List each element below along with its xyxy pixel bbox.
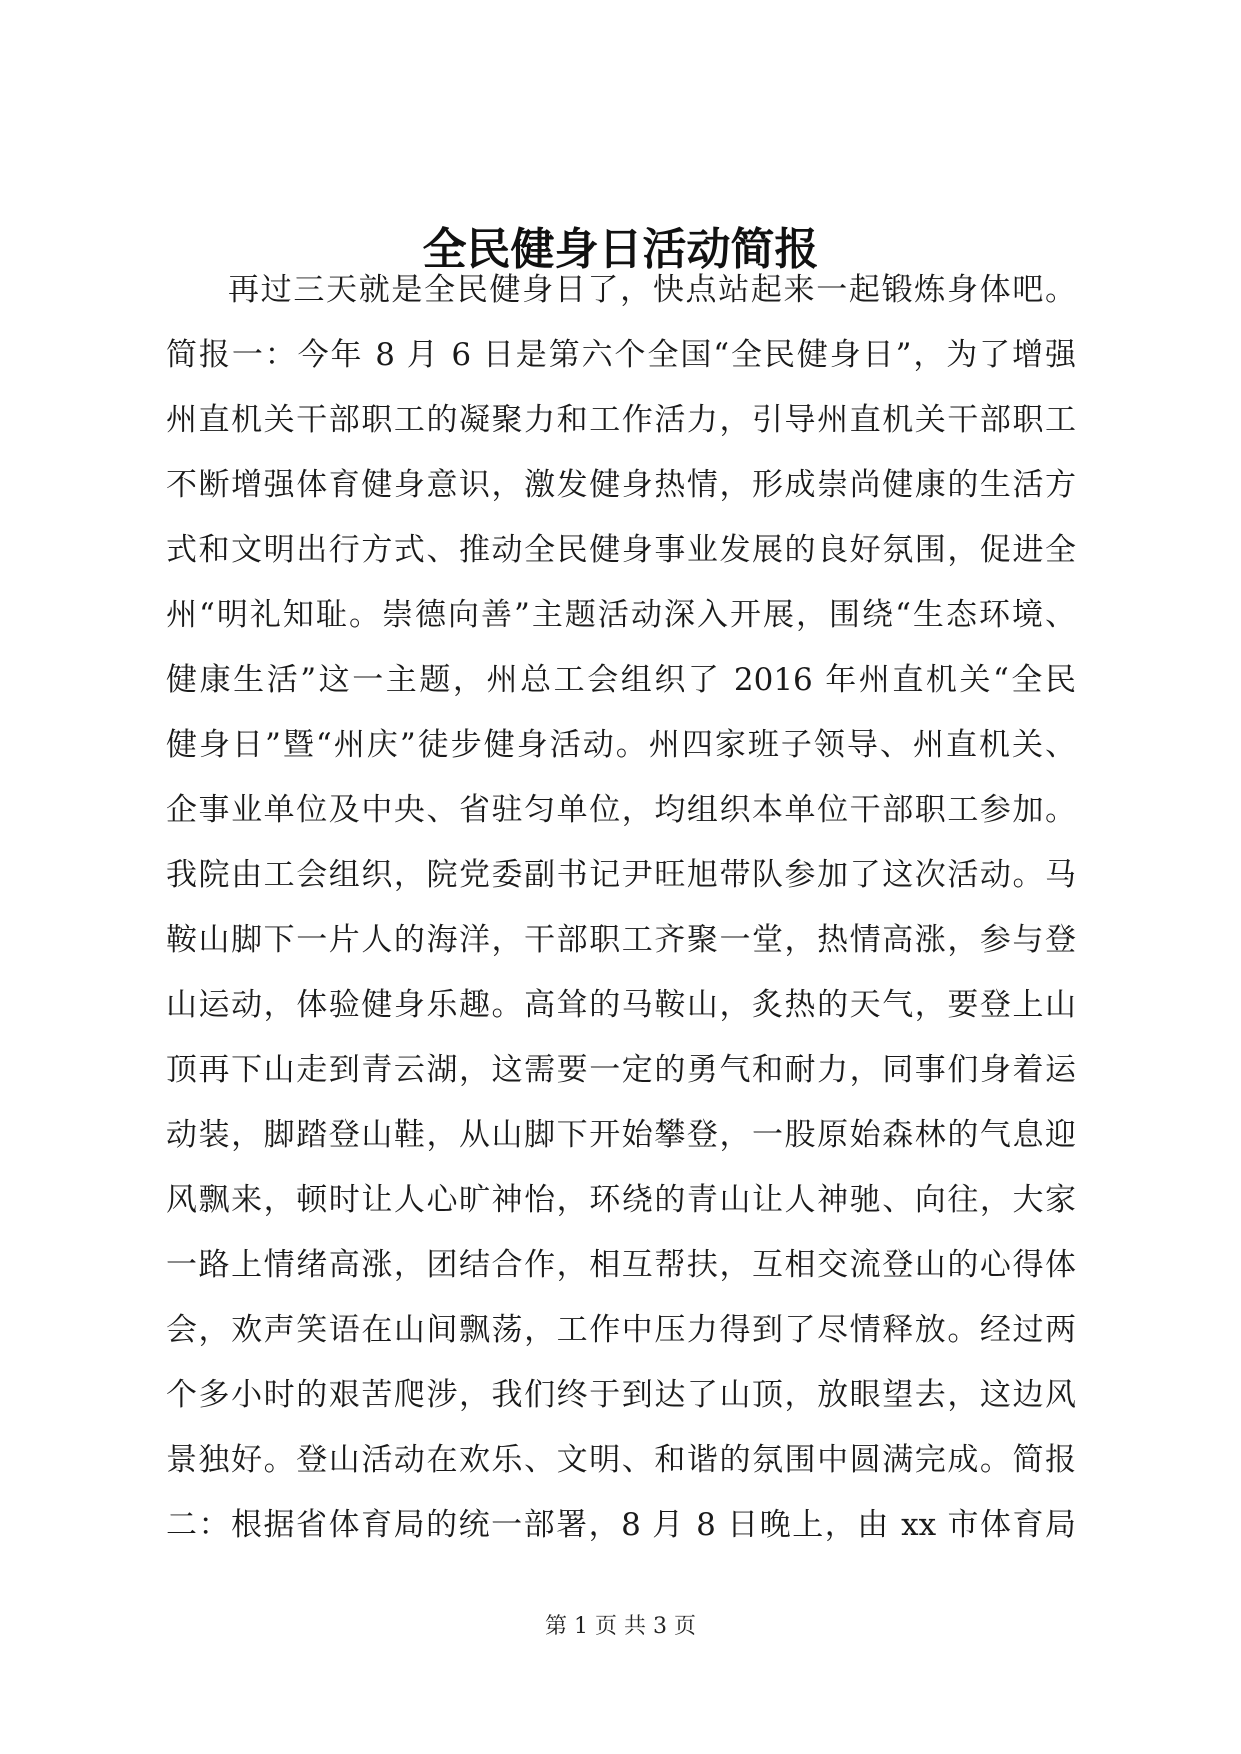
document-body [166, 258, 1076, 1558]
paragraph-line: 山运动，体验健身乐趣。高耸的马鞍山，炙热的天气，要登上山 [166, 987, 1076, 1023]
paragraph-line: 简报一：今年 8 月 6 日是第六个全国“全民健身日”，为了增强 [166, 337, 1076, 373]
paragraph-line: 一路上情绪高涨，团结合作，相互帮扶，互相交流登山的心得体 [166, 1247, 1076, 1283]
paragraph-line: 州直机关干部职工的凝聚力和工作活力，引导州直机关干部职工 [166, 402, 1076, 438]
paragraph-line: 动装，脚踏登山鞋，从山脚下开始攀登，一股原始森林的气息迎 [166, 1117, 1076, 1153]
paragraph-line: 会，欢声笑语在山间飘荡，工作中压力得到了尽情释放。经过两 [166, 1312, 1076, 1348]
paragraph-line: 二：根据省体育局的统一部署，8 月 8 日晚上，由 xx 市体育局 [166, 1507, 1076, 1543]
paragraph-line: 我院由工会组织，院党委副书记尹旺旭带队参加了这次活动。马 [166, 857, 1076, 893]
paragraph-line: 鞍山脚下一片人的海洋，干部职工齐聚一堂，热情高涨，参与登 [166, 922, 1076, 958]
document-title: 全民健身日活动简报 [422, 224, 819, 275]
paragraph-line: 景独好。登山活动在欢乐、文明、和谐的氛围中圆满完成。简报 [166, 1442, 1076, 1478]
paragraph-line: 不断增强体育健身意识，激发健身热情，形成崇尚健康的生活方 [166, 467, 1076, 503]
paragraph-line: 顶再下山走到青云湖，这需要一定的勇气和耐力，同事们身着运 [166, 1052, 1076, 1088]
paragraph-line: 式和文明出行方式、推动全民健身事业发展的良好氛围，促进全 [166, 532, 1076, 568]
paragraph-line: 再过三天就是全民健身日了，快点站起来一起锻炼身体吧。 [228, 272, 1076, 308]
paragraph-line: 州“明礼知耻。崇德向善”主题活动深入开展，围绕“生态环境、 [166, 597, 1076, 633]
page-number-footer: 第 1 页 共 3 页 [545, 1614, 696, 1639]
paragraph-line: 健身日”暨“州庆”徒步健身活动。州四家班子领导、州直机关、 [166, 727, 1076, 763]
paragraph-line: 企事业单位及中央、省驻匀单位，均组织本单位干部职工参加。 [166, 792, 1076, 828]
paragraph-line: 风飘来，顿时让人心旷神怡，环绕的青山让人神驰、向往，大家 [166, 1182, 1076, 1218]
paragraph-line: 健康生活”这一主题，州总工会组织了 2016 年州直机关“全民 [166, 662, 1076, 698]
paragraph-line: 个多小时的艰苦爬涉，我们终于到达了山顶，放眼望去，这边风 [166, 1377, 1076, 1413]
